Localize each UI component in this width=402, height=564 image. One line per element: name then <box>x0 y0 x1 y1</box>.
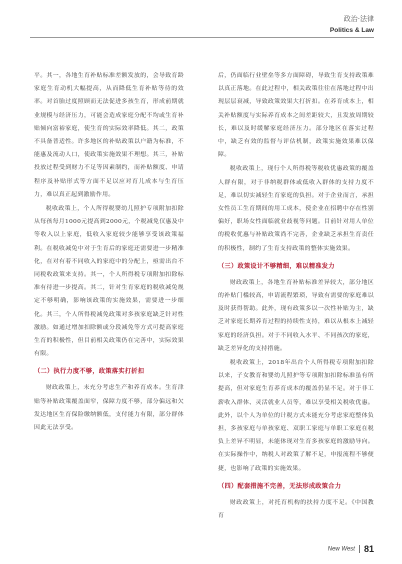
section-title-zh: 政治·法律 <box>343 15 374 23</box>
section-heading-2: （二）执行力度不够，政策落实打折扣 <box>34 368 145 376</box>
right-paragraph-1: 税收政策上，现行个人所得税等税收优惠政策的覆盖人群有限，对于非纳税群体或低收入群体的支持力度不足，难以切实减轻生育家庭的负担。对于企业而言，承担女性员工生育期间的用工成本，使企业在招聘中存在性别偏好，职场女性面临就业歧视等问题。目前针对用人单位的税收优惠与补贴政策尚不完善，企业缺乏承担生育责任的积极性，制约了生育支持政策的整体实施效果。 <box>218 166 374 252</box>
header-divider <box>30 37 374 38</box>
magazine-name: New West <box>327 546 355 553</box>
left-paragraph-3: 财政政策上，未充分考虑生产和养育成本。生育津贴等补贴政策覆盖面窄，保障力度不够，部分偏远和欠发达地区生育保险缴纳额低，支付能力有限，部分群体因此无法享受。 <box>34 385 184 432</box>
right-paragraph-2: 财政政策上，各地生育补贴标准差异较大，部分地区的补贴门槛较高，申请流程繁琐，导致有需要的家庭难以及时获得帮助。此外，现有政策多以一次性补贴为主，缺乏对家庭长期养育过程的持续性支持，难以从根本上减轻家庭的经济负担。对于不同收入水平、不同孩次的家庭，缺乏差异化的支持措施。 <box>218 279 374 352</box>
right-paragraph-4: 财政政策上，对托育机构的扶持力度不足。《中国教育 <box>218 499 374 520</box>
footer-separator <box>359 545 360 553</box>
left-column <box>34 70 184 436</box>
section-title-en: Politics & Law <box>329 27 374 34</box>
page-number: 81 <box>363 544 374 554</box>
right-column <box>218 70 374 524</box>
right-paragraph-3: 税收政策上，2018年出台个人所得税专项附加扣除以来，子女教育和婴幼儿照护等专项附加扣除标准虽有所提高，但对家庭生育养育成本的覆盖仍显不足。对于非工薪收入群体、灵活就业人员等，难以享受相关税收优惠。此外，以个人为单位的计税方式未能充分考虑家庭整体负担，多孩家庭与单孩家庭、双职工家庭与单职工家庭在税负上差异不明显，未能体现对生育多孩家庭的激励导向。在实际操作中，纳税人对政策了解不足，申报流程不够便捷，也影响了政策的实施效果。 <box>218 360 374 472</box>
section-heading-4: （四）配套措施不完善，无法形成政策合力 <box>218 482 342 490</box>
right-paragraph-0: 后，仍面临行业壁垒等多方面障碍，导致生育支持政策难以真正落地。在此过程中，相关政策往往在落地过程中出现层层衰减，导致政策效果大打折扣。在养育成本上，相关补贴额度与实际养育成本之间差距较大，且发放周期较长，难以及时缓解家庭经济压力。部分地区在落实过程中，缺乏有效的监督与评估机制，政策实施效果难以保障。 <box>218 73 374 159</box>
page-footer <box>328 544 374 554</box>
section-heading-3: （三）政策设计不够精细，难以精准发力 <box>218 262 335 270</box>
running-header <box>330 14 374 36</box>
left-paragraph-2: 税收政策上，个人所得税婴幼儿照护专项附加扣除从每孩每月1000元提高到2000元，个税减免仅惠及中等收入以上家庭，低收入家庭较少能够享受该政策福利。在税收减免中对于生育后的家庭还需要进一步精准化，在对有着不同收入的家庭中的分配上，亟需出台不同税收政策来支持。其一，个人所得税专项附加扣除标准有待进一步提高。其二，针对生育家庭的税收减免规定不够明确，影响该政策的实施效果，需要进一步细化。其三，个人所得税减免政策对多孩家庭缺乏针对性激励。如通过增加扣除额或分段减免等方式可提高家庭生育的积极性，但目前相关政策仍在完善中，实际效果有限。 <box>34 206 185 358</box>
left-paragraph-1: 平。其一，各地生育补贴标准差额发放的，会导致育龄家庭生育动机大幅提高，从而降低生育补贴等待的效率。对首胎过度照顾而无法促进多孩生育，形成前期就业规模与经济压力，可能会造成家庭分配不均或生育补贴倾向富裕家庭，使生育的实际效率降低。其二，政策不具备普适性。许多地区的补贴政策以户籍为标准，不能惠及流动人口，使政策实施效果不理想。其三，补贴投放过程受到财力不足等因素制约，而补贴额度、申请程序及补贴形式等方面不足以应对育儿成本与生育压力，难以真正起到激励作用。 <box>34 73 184 198</box>
